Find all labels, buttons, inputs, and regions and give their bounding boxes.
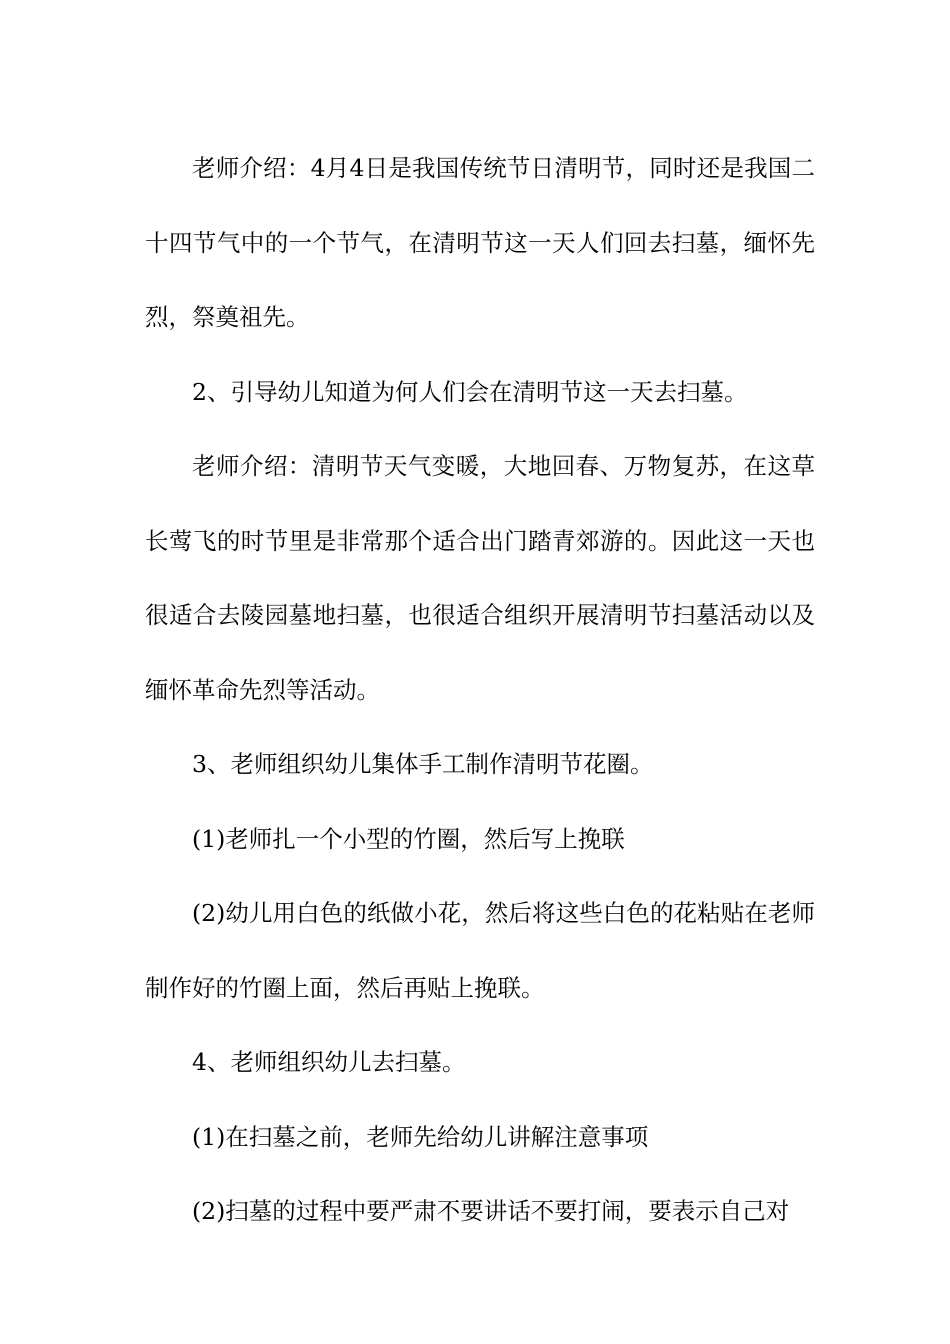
paragraph-step-3-2: (2)幼儿用白色的纸做小花，然后将这些白色的花粘贴在老师制作好的竹圈上面，然后再贴上挽联。 bbox=[145, 899, 815, 1002]
paragraph-teacher-intro-qingming: 老师介绍：4月4日是我国传统节日清明节，同时还是我国二十四节气中的一个节气，在清明节这一天人们回去扫墓，缅怀先烈，祭奠祖先。 bbox=[145, 154, 815, 331]
paragraph-teacher-intro-weather: 老师介绍：清明节天气变暖，大地回春、万物复苏，在这草长莺飞的时节里是非常那个适合出门踏青郊游的。因此这一天也很适合去陵园墓地扫墓，也很适合组织开展清明节扫墓活动以及缅怀革命先烈等活动。 bbox=[145, 452, 815, 704]
paragraph-step-4-1: (1)在扫墓之前，老师先给幼儿讲解注意事项 bbox=[192, 1122, 649, 1151]
paragraph-step-4-2: (2)扫墓的过程中要严肃不要讲话不要打闹，要表示自己对 bbox=[192, 1197, 790, 1225]
paragraph-step-3: 3、老师组织幼儿集体手工制作清明节花圈。 bbox=[192, 750, 654, 778]
paragraph-step-4: 4、老师组织幼儿去扫墓。 bbox=[192, 1048, 466, 1076]
document-body bbox=[145, 131, 815, 1249]
paragraph-step-3-1: (1)老师扎一个小型的竹圈，然后写上挽联 bbox=[192, 824, 625, 853]
paragraph-step-2: 2、引导幼儿知道为何人们会在清明节这一天去扫墓。 bbox=[192, 377, 748, 406]
